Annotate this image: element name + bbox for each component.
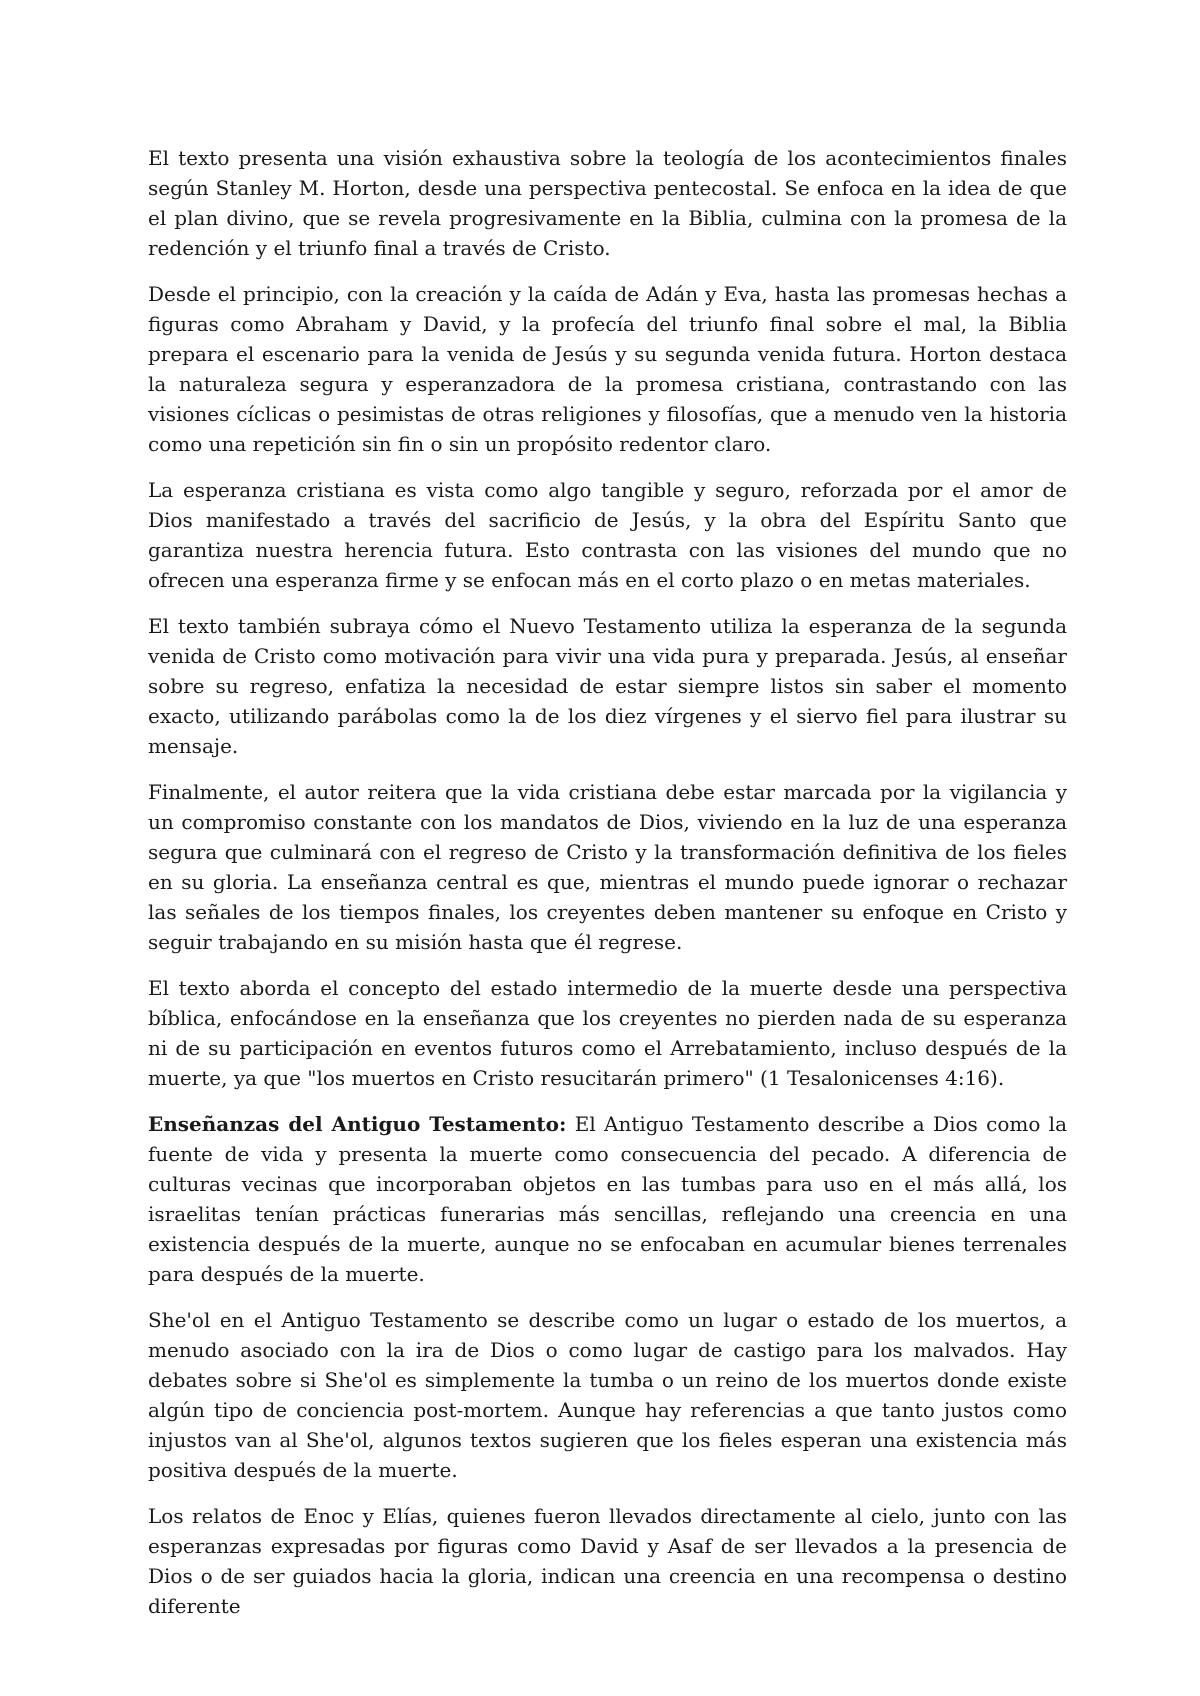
paragraph: El texto presenta una visión exhaustiva sobre la teología de los acontecimientos finales según Stanley M. Horton, desde una perspectiva pentecostal. Se enfoca en la idea de que el plan divino, que se revela progresivamente en la Biblia, culmina con la promesa de la redención y el triunfo final a través de Cristo. <box>148 146 1067 260</box>
paragraph: Desde el principio, con la creación y la caída de Adán y Eva, hasta las promesas hechas a figuras como Abraham y David, y la profecía del triunfo final sobre el mal, la Biblia prepara el escenario para la venida de Jesús y su segunda venida futura. Horton destaca la naturaleza segura y esperanzadora de la promesa cristiana, contrastando con las visiones cíclicas o pesimistas de otras religiones y filosofías, que a menudo ven la historia como una repetición sin fin o sin un propósito redentor claro. <box>148 282 1067 456</box>
paragraph: La esperanza cristiana es vista como algo tangible y seguro, reforzada por el amor de Dios manifestado a través del sacrificio de Jesús, y la obra del Espíritu Santo que garantiza nuestra herencia futura. Esto contrasta con las visiones del mundo que no ofrecen una esperanza firme y se enfocan más en el corto plazo o en metas materiales. <box>148 478 1067 592</box>
paragraph: Finalmente, el autor reitera que la vida cristiana debe estar marcada por la vigilancia y un compromiso constante con los mandatos de Dios, viviendo en la luz de una esperanza segura que culminará con el regreso de Cristo y la transformación definitiva de los fieles en su gloria. La enseñanza central es que, mientras el mundo puede ignorar o rechazar las señales de los tiempos finales, los creyentes deben mantener su enfoque en Cristo y seguir trabajando en su misión hasta que él regrese. <box>148 780 1067 954</box>
section-heading: Enseñanzas del Antiguo Testamento: <box>148 1112 567 1136</box>
paragraph-text: El Antiguo Testamento describe a Dios como la fuente de vida y presenta la muerte como consecuencia del pecado. A diferencia de culturas vecinas que incorporaban objetos en las tumbas para uso en el más allá, los israelitas tenían prácticas funerarias más sencillas, reflejando una creencia en una existencia después de la muerte, aunque no se enfocaban en acumular bienes terrenales para después de la muerte. <box>148 1112 1068 1286</box>
paragraph: She'ol en el Antiguo Testamento se describe como un lugar o estado de los muertos, a menudo asociado con la ira de Dios o como lugar de castigo para los malvados. Hay debates sobre si She'ol es simplemente la tumba o un reino de los muertos donde existe algún tipo de conciencia post-mortem. Aunque hay referencias a que tanto justos como injustos van al She'ol, algunos textos sugieren que los fieles esperan una existencia más positiva después de la muerte. <box>148 1308 1067 1482</box>
document-body <box>148 143 1067 1621</box>
paragraph: El texto también subraya cómo el Nuevo Testamento utiliza la esperanza de la segunda venida de Cristo como motivación para vivir una vida pura y preparada. Jesús, al enseñar sobre su regreso, enfatiza la necesidad de estar siempre listos sin saber el momento exacto, utilizando parábolas como la de los diez vírgenes y el siervo fiel para ilustrar su mensaje. <box>148 614 1067 758</box>
paragraph: El texto aborda el concepto del estado intermedio de la muerte desde una perspectiva bíblica, enfocándose en la enseñanza que los creyentes no pierden nada de su esperanza ni de su participación en eventos futuros como el Arrebatamiento, incluso después de la muerte, ya que "los muertos en Cristo resucitarán primero" (1 Tesalonicenses 4:16). <box>148 976 1067 1090</box>
paragraph: Los relatos de Enoc y Elías, quienes fueron llevados directamente al cielo, junto con las esperanzas expresadas por figuras como David y Asaf de ser llevados a la presencia de Dios o de ser guiados hacia la gloria, indican una creencia en una recompensa o destino diferente <box>148 1504 1067 1618</box>
paragraph <box>148 1109 1067 1289</box>
